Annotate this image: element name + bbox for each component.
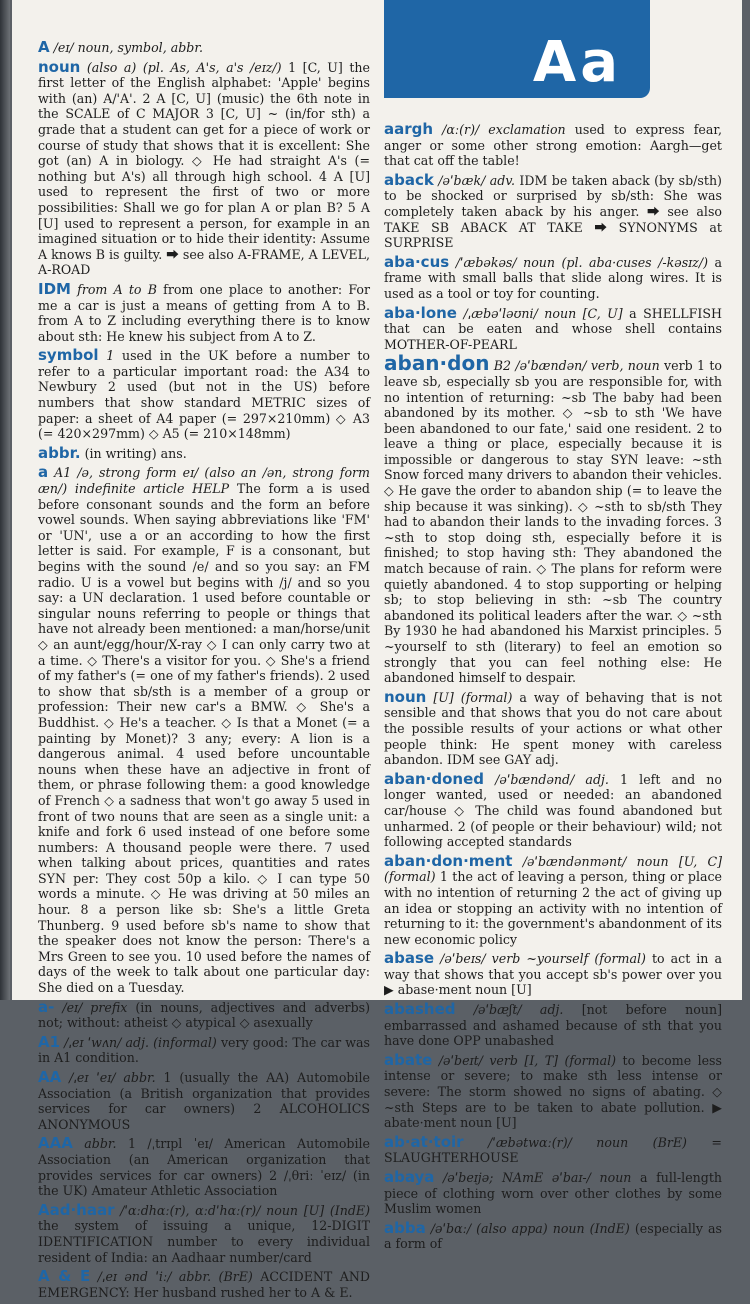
entry-definition: used to express fear, anger or some other strong emotion: Aargh—get that cat off the table! xyxy=(384,122,722,169)
dictionary-page xyxy=(12,0,742,1300)
dictionary-entry xyxy=(38,40,370,56)
entry-definition: ACCIDENT AND EMERGENCY: Her husband rushed her to A & E. xyxy=(38,1269,370,1300)
entry-headword: ab·at·toir xyxy=(384,1132,464,1151)
dictionary-entry xyxy=(384,1170,722,1217)
entry-definition: verb 1 to leave sb, especially sb you are responsible for, with no intention of returning: ~sb The baby had been abandoned by its mother. ◇ ~sb to sth 'We have been abandoned to our fate,' said one resident. 2 to leave a thing or place, especially because it is impossible or dangerous to stay SYN leave: ~sth Snow forced many drivers to abandon their vehicles. ◇ He gave the order to abandon ship (= to leave the ship because it was sinking). ◇ ~sth to sb/sth They had to abandon their lands to the invading forces. 3 ~sth to stop doing sth, especially before it is finished; to stop having sth: They abandoned the match because of rain. ◇ The plans for reform were quietly abandoned. 4 to stop supporting or helping sb; to stop believing in sth: ~sb The country abandoned its political leaders after the war. ◇ ~sth By 1930 he had abandoned his Marxist principles. 5 ~yourself to sth (literary) to feel an emotion so strongly that you can feel nothing else: He abandoned himself to despair. xyxy=(384,358,722,686)
entry-definition: to become less intense or severe; to make sth less intense or severe: The storm showed no signs of abating. ◇ ~sth Steps are to be taken to abate pollution. ▶ abate·ment noun [U] xyxy=(384,1052,722,1131)
entry-pronunciation: /əˈbeɪt/ verb [I, T] (formal) xyxy=(438,1052,617,1068)
dictionary-entry xyxy=(384,351,722,686)
entry-headword: abaya xyxy=(384,1168,435,1186)
dictionary-entry xyxy=(384,687,722,768)
entry-definition: 1 (usually the AA) Automobile Association (a British organization that provides services for car owners) 2 ALCOHOLICS ANONYMOUS xyxy=(38,1070,370,1132)
entry-headword: IDM xyxy=(38,279,71,298)
entry-headword: aban·don xyxy=(384,351,490,376)
entry-pronunciation: from A to B xyxy=(77,281,157,297)
entry-definition: (especially as a form of xyxy=(384,1220,722,1252)
entry-definition: used in the UK before a number to refer to a particular important road: the A34 to Newbury 2 used (but not in the US) before numbers that show standard METRIC sizes of paper: a sheet of A4 paper (= 297×210mm) ◇ A3 (= 420×297mm) ◇ A5 (= 210×148mm) xyxy=(38,348,370,442)
entry-pronunciation: (also a) (pl. As, A's, a's /eɪz/) xyxy=(86,59,282,75)
entry-definition: 1 the act of leaving a person, thing or place with no intention of returning 2 the act of giving up an idea or stopping an activity with no intention of returning to it: the government's abandonment of its new economic policy xyxy=(384,869,722,947)
entry-headword: A & E xyxy=(38,1267,91,1286)
entry-headword: aargh xyxy=(384,120,434,138)
dictionary-entry xyxy=(384,303,722,353)
entry-definition: very good: The car was in A1 condition. xyxy=(38,1034,370,1066)
dictionary-entry xyxy=(384,252,722,302)
entry-pronunciation: /əˈbæk/ adv. xyxy=(438,172,515,188)
entry-definition: the system of issuing a unique, 12-DIGIT IDENTIFICATION number to every individual resident of India: an Aadhaar number/card xyxy=(38,1218,370,1265)
entry-pronunciation: /əˈbændənmənt/ noun [U, C] (formal) xyxy=(384,853,722,885)
entry-pronunciation: /əˈbeɪjə; NAmE əˈbaɪ-/ noun xyxy=(443,1170,632,1185)
entry-headword: abase xyxy=(384,949,435,968)
entry-pronunciation: B2 /əˈbændən/ verb, noun xyxy=(493,358,660,374)
entry-pronunciation: /eɪ/ prefix xyxy=(62,999,128,1015)
entry-headword: aba·cus xyxy=(384,252,450,271)
entry-headword: noun xyxy=(38,57,81,76)
entry-pronunciation: [U] (formal) xyxy=(433,689,513,705)
entry-definition: IDM be taken aback (by sb/sth) to be shocked or surprised by sb/sth: She was completely taken aback by his anger. ⮕ see also TAKE SB ABACK AT TAKE ⮕ SYNONYMS at SURPRISE xyxy=(384,172,722,251)
dictionary-entry xyxy=(38,997,371,1031)
dictionary-entry xyxy=(384,851,722,948)
thumb-index-tab xyxy=(384,0,650,98)
dictionary-entry xyxy=(38,1200,370,1265)
entry-headword: aban·doned xyxy=(384,769,484,788)
entry-headword: a xyxy=(38,463,49,482)
entry-pronunciation: /ˌeɪ ˈeɪ/ abbr. xyxy=(69,1070,156,1085)
entry-headword: abbr. xyxy=(38,443,81,462)
entry-definition: 1 [C, U] the first letter of the English alphabet: 'Apple' begins with (an) A/'A'. 2 A [C, U] (music) the 6th note in the SCALE of C MAJOR 3 [C, U] ~ (in/for sth) a grade that a student can get for a piece of work or course of study that shows that it is excellent: She got (an) A in biology. ◇ He had straight A's (= nothing but A's) all through high school. 4 A [U] used to represent the first of two or more possibilities: Shall we go for plan A or plan B? 5 A [U] used to represent a person, for example in an imagined situation or to hide their identity: Assume A knows B is guilty. ⮕ see also A-FRAME, A LEVEL, A-ROAD xyxy=(38,59,370,278)
entry-pronunciation: /ˌeɪ ˈwʌn/ adj. (informal) xyxy=(64,1034,217,1050)
entry-definition: a frame with small balls that slide along wires. It is used as a tool or toy for counting. xyxy=(384,254,722,301)
entry-headword: A xyxy=(38,38,50,56)
entry-pronunciation: /ɑː(r)/ exclamation xyxy=(442,122,566,137)
entry-headword: Aad·haar xyxy=(38,1200,115,1219)
entry-definition: (in writing) ans. xyxy=(84,445,187,461)
entry-definition: (in nouns, adjectives and adverbs) not; without: atheist ◇ atypical ◇ asexually xyxy=(38,999,371,1031)
entry-headword: abashed xyxy=(384,1000,456,1019)
dictionary-entry xyxy=(384,170,722,251)
entry-definition: [not before noun] embarrassed and ashamed because of sth that you have done OPP unabashed xyxy=(384,1002,722,1049)
entry-pronunciation: /əˈbændənd/ adj. xyxy=(495,771,609,787)
dictionary-entry xyxy=(38,1032,370,1066)
entry-pronunciation: /əˈbeɪs/ verb ~yourself (formal) xyxy=(440,951,646,967)
entry-pronunciation: A1 /ə, strong form eɪ/ (also an /ən, strong form æn/) indefinite article HELP xyxy=(38,465,370,497)
dictionary-entry xyxy=(384,1132,722,1166)
dictionary-entry xyxy=(38,279,370,344)
entry-pronunciation: /ˈɑːdhɑː(r), ɑːdˈhɑː(r)/ noun [U] (IndE) xyxy=(120,1202,370,1218)
entry-definition: from one place to another: For me a car is just a means of getting from A to B. from A to Z including everything there is to know about sth: He knew his subject from A to Z. xyxy=(38,281,370,344)
dictionary-entry xyxy=(38,1136,370,1198)
dictionary-entry xyxy=(384,1002,722,1049)
entry-definition: The form a is used before consonant sounds and the form an before vowel sounds. When saying abbreviations like 'FM' or 'UN', use a or an according to how the first letter is said. For example, F is a consonant, but begins with the sound /e/ and so you say: an FM radio. U is a vowel but begins with /j/ and so you say: a UN declaration. 1 used before countable or singular nouns referring to people or things that have not already been mentioned: a man/horse/unit ◇ an aunt/egg/hour/X-ray ◇ I can only carry two at a time. ◇ There's a visitor for you. ◇ She's a friend of my father's (= one of my father's friends). 2 used to show that sb/sth is a member of a group or profession: Their new car's a BMW. ◇ She's a Buddhist. ◇ He's a teacher. ◇ Is that a Monet (= a painting by Monet)? 3 any; every: A lion is a dangerous animal. 4 used before uncountable nouns when these have an adjective in front of them, or phrase following them: a good knowledge of French ◇ a sadness that won't go away 5 used in front of two nouns that are seen as a single unit: a knife and fork 6 used instead of one before some numbers: A thousand people were there. 7 used when talking about prices, quantities and rates SYN per: They cost 50p a kilo. ◇ I can type 50 words a minute. ◇ He was driving at 50 miles an hour. 8 a person like sb: She's a little Greta Thunberg. 9 used before sb's name to show that the speaker does not know the person: There's a Mrs Green to see you. 10 used before the names of days of the week to talk about one particular day: She died on a Tuesday. xyxy=(38,481,370,996)
entry-pronunciation: abbr. xyxy=(84,1136,117,1152)
entry-headword: AA xyxy=(38,1068,62,1086)
dictionary-entry xyxy=(38,1070,370,1132)
entry-pronunciation: /əˈbɑː/ (also appa) noun (IndE) xyxy=(430,1220,630,1236)
dictionary-entry xyxy=(38,465,370,995)
entry-pronunciation: /eɪ/ noun, symbol, abbr. xyxy=(53,40,203,55)
dictionary-entry xyxy=(384,1050,722,1131)
entry-headword: symbol xyxy=(38,346,99,365)
entry-definition: 1 /ˌtrɪpl ˈeɪ/ American Automobile Association (an American organization that provides services for car owners) 2 /ˌθriː ˈeɪz/ (in the UK) Amateur Athletic Association xyxy=(38,1136,370,1199)
right-column xyxy=(384,122,722,1256)
entry-headword: noun xyxy=(384,687,427,706)
entry-headword: AAA xyxy=(38,1134,73,1153)
entry-definition: 1 left and no longer wanted, used or needed: an abandoned car/house ◇ The child was found abandoned but unharmed. 2 (of people or their behaviour) wild; not following accepted standards xyxy=(384,771,722,850)
dictionary-entry xyxy=(384,122,722,169)
dictionary-entry xyxy=(38,443,370,462)
entry-definition: a full-length piece of clothing worn over other clothes by some Muslim women xyxy=(384,1170,723,1217)
entry-pronunciation: 1 xyxy=(106,348,115,364)
dictionary-entry xyxy=(384,1218,722,1252)
entry-definition: a way of behaving that is not sensible and that shows that you do not care about the possible results of your actions or what other people think: He spent money with careless abandon. IDM see GAY adj. xyxy=(384,689,722,768)
left-column xyxy=(38,40,370,1304)
entry-pronunciation: /ˌeɪ ənd ˈiː/ abbr. (BrE) xyxy=(97,1269,253,1285)
dictionary-entry xyxy=(38,57,370,278)
entry-definition: = SLAUGHTERHOUSE xyxy=(384,1134,722,1166)
entry-pronunciation: /ˌæbəˈləʊni/ noun [C, U] xyxy=(463,305,623,321)
entry-definition: a SHELLFISH that can be eaten and whose shell contains MOTHER-OF-PEARL xyxy=(384,305,722,352)
entry-headword: aban·don·ment xyxy=(384,851,513,870)
entry-pronunciation: /ˈæbəkəs/ noun (pl. aba·cuses /-kəsɪz/) xyxy=(455,254,708,270)
dictionary-entry xyxy=(38,348,370,442)
entry-headword: abate xyxy=(384,1050,433,1069)
dictionary-entry xyxy=(38,1269,370,1300)
dictionary-entry xyxy=(384,769,722,850)
entry-headword: aba·lone xyxy=(384,303,457,322)
entry-headword: abba xyxy=(384,1218,426,1237)
entry-headword: aback xyxy=(384,170,434,189)
entry-headword: A1 xyxy=(38,1032,61,1051)
entry-headword: a- xyxy=(38,997,55,1016)
entry-definition: to act in a way that shows that you accept sb's power over you ▶ abase·ment noun [U] xyxy=(384,951,722,998)
entry-pronunciation: /ˈæbətwɑː(r)/ noun (BrE) xyxy=(488,1134,687,1150)
book-spine xyxy=(0,0,10,1000)
thumb-index-letters: Aa xyxy=(532,30,622,95)
entry-pronunciation: /əˈbæʃt/ adj. xyxy=(473,1002,564,1018)
dictionary-entry xyxy=(384,951,722,998)
